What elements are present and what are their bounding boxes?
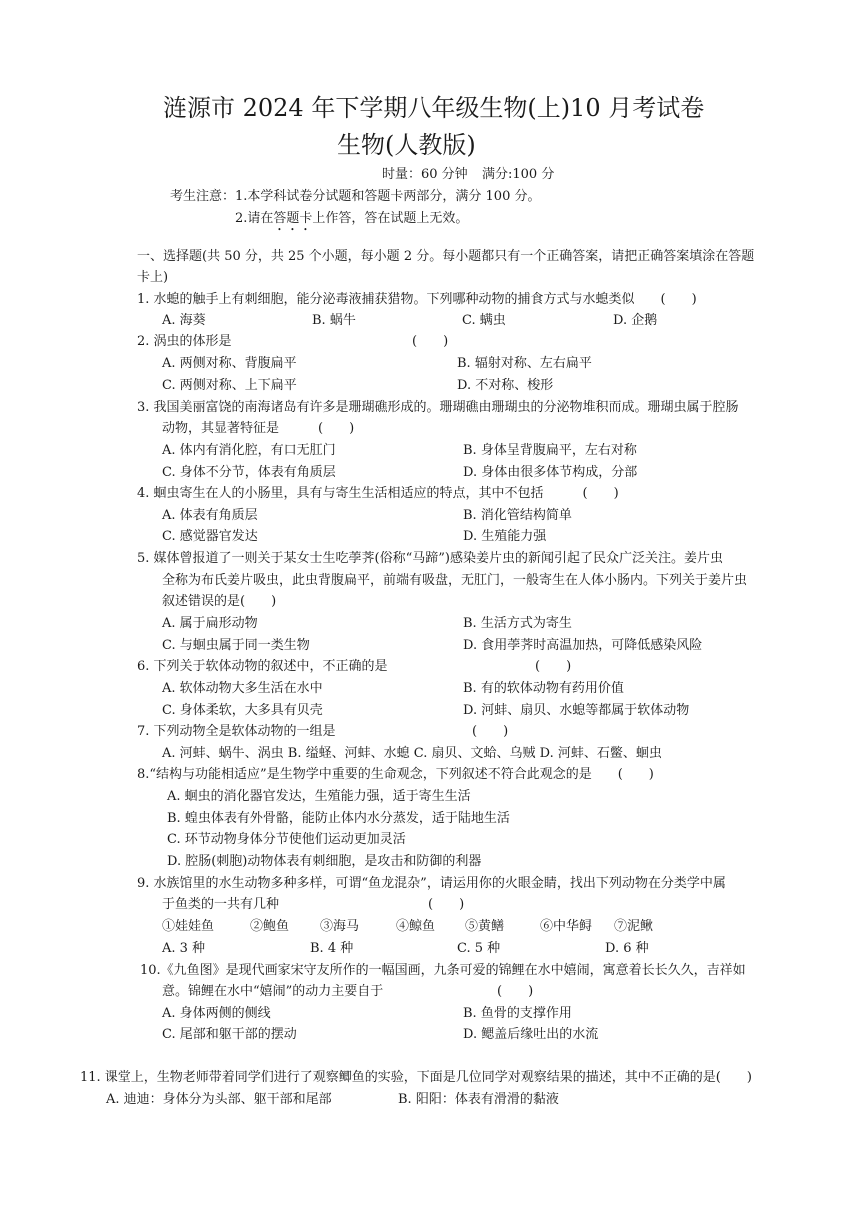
q5-stem-line-3: 叙述错误的是( ) [162,594,277,609]
notice-label: 考生注意： [170,189,236,204]
q6-option-b: B. 有的软体动物有药用价值 [463,681,624,696]
q3-option-d: D. 身体由很多体节构成，分部 [463,465,638,480]
q9-stem-line-2: 于鱼类的一共有几种 [162,897,280,912]
q3-stem-line-2: 动物，其显著特征是 ( ) [162,421,355,436]
exam-score: 满分:100 分 [482,167,555,182]
exam-subtitle: 生物(人教版) [337,131,476,159]
exam-time: 时量：60 分钟 [382,167,468,182]
q9-item-1: ①娃娃鱼 [162,919,215,934]
q9-item-2: ②鲍鱼 [250,919,290,934]
q8-stem: 8.“结构与功能相适应”是生物学中重要的生命观念，下列叙述不符合此观念的是 ( ) [137,767,654,782]
q4-option-b: B. 消化管结构简单 [463,508,572,523]
q5-option-b: B. 生活方式为寄生 [463,616,572,631]
q10-option-d: D. 鳃盖后缘吐出的水流 [463,1027,599,1042]
exam-title: 涟源市 2024 年下学期八年级生物(上)10 月考试卷 [163,94,705,122]
notice-2-suffix: 上作答，答在试题上无效。 [312,211,469,226]
q4-option-c: C. 感觉器官发达 [162,529,258,544]
q1-stem: 1. 水螅的触手上有刺细胞，能分泌毒液捕获猎物。下列哪种动物的捕食方式与水螅类似 ( ) [137,292,697,307]
q2-option-c: C. 两侧对称、上下扁平 [162,378,297,393]
q2-option-b: B. 辐射对称、左右扁平 [457,356,592,371]
q10-option-a: A. 身体两侧的侧线 [162,1006,271,1021]
q6-option-c: C. 身体柔软，大多具有贝壳 [162,703,323,718]
q1-option-a: A. 海葵 [162,313,206,328]
q1-option-d: D. 企鹅 [613,313,658,328]
q9-option-d: D. 6 种 [605,941,649,956]
q5-stem-line-1: 5. 媒体曾报道了一则关于某女士生吃荸荠(俗称“马蹄”)感染姜片虫的新闻引起了民众广泛关注。姜片虫 [137,551,723,566]
q9-option-a: A. 3 种 [162,941,206,956]
q7-paren: ( ) [472,724,509,739]
q9-option-b: B. 4 种 [310,941,354,956]
q6-stem: 6. 下列关于软体动物的叙述中，不正确的是 [137,659,388,674]
q6-option-d: D. 河蚌、扇贝、水螅等都属于软体动物 [463,703,690,718]
q9-paren: ( ) [428,897,465,912]
q9-item-5: ⑤黄鳝 [465,919,505,934]
q8-option-b: B. 蝗虫体表有外骨骼，能防止体内水分蒸发，适于陆地生活 [167,811,510,826]
q10-paren: ( ) [497,984,534,999]
notice-2-emphasis: 答题卡 [273,211,313,226]
q3-stem-line-1: 3. 我国美丽富饶的南海诸岛有许多是珊瑚礁形成的。珊瑚礁由珊瑚虫的分泌物堆积而成。珊瑚虫属于腔肠 [137,400,739,415]
notice-2-prefix: 2.请在 [235,211,274,226]
q10-option-c: C. 尾部和躯干部的摆动 [162,1027,297,1042]
notice-line-2 [235,210,468,234]
q5-option-d: D. 食用荸荠时高温加热，可降低感染风险 [463,638,703,653]
q4-option-d: D. 生殖能力强 [463,529,547,544]
q3-option-a: A. 体内有消化腔，有口无肛门 [162,443,336,458]
q1-option-b: B. 蜗牛 [312,313,356,328]
q9-item-7: ⑦泥鳅 [614,919,654,934]
q10-option-b: B. 鱼骨的支撑作用 [463,1006,572,1021]
q2-stem: 2. 涡虫的体形是 [137,334,232,349]
q10-stem-line-2: 意。锦鲤在水中“嬉闹”的动力主要自于 [162,984,384,999]
q6-option-a: A. 软体动物大多生活在水中 [162,681,323,696]
q5-option-c: C. 与蛔虫属于同一类生物 [162,638,310,653]
q4-stem: 4. 蛔虫寄生在人的小肠里，具有与寄生生活相适应的特点，其中不包括 ( ) [137,486,619,501]
q9-item-6: ⑥中华鲟 [540,919,593,934]
q7-stem: 7. 下列动物全是软体动物的一组是 [137,724,336,739]
q8-option-a: A. 蛔虫的消化器官发达，生殖能力强，适于寄生生活 [167,789,471,804]
section-heading-line-2: 卡上) [137,270,169,285]
notice-line-1: 1.本学科试卷分试题和答题卡两部分，满分 100 分。 [235,189,541,204]
q4-option-a: A. 体表有角质层 [162,508,258,523]
q8-option-d: D. 腔肠(刺胞)动物体表有刺细胞，是攻击和防御的利器 [167,854,482,869]
q5-stem-line-2: 全称为布氏姜片吸虫，此虫背腹扁平，前端有吸盘，无肛门，一般寄生在人体小肠内。下列关于姜片虫 [162,573,748,588]
section-heading-line-1: 一、选择题(共 50 分，共 25 个小题，每小题 2 分。每小题都只有一个正确答案，请把正确答案填涂在答题 [137,249,755,264]
q9-item-4: ④鲸鱼 [396,919,436,934]
q2-paren: ( ) [412,334,449,349]
q9-item-3: ③海马 [320,919,360,934]
q1-option-c: C. 螨虫 [462,313,506,328]
q11-option-b: B. 阳阳：体表有滑滑的黏液 [398,1092,559,1107]
q9-option-c: C. 5 种 [457,941,501,956]
q2-option-d: D. 不对称、梭形 [457,378,554,393]
q3-option-b: B. 身体呈背腹扁平，左右对称 [463,443,637,458]
q11-stem: 11. 课堂上，生物老师带着同学们进行了观察鲫鱼的实验，下面是几位同学对观察结果的描述，其中不正确的是( ) [80,1070,752,1085]
q7-options: A. 河蚌、蜗牛、涡虫 B. 缢蛏、河蚌、水螅 C. 扇贝、文蛤、乌贼 D. 河蚌、石鳖、蛔虫 [162,746,662,761]
q10-stem-line-1: 10.《九鱼图》是现代画家宋守友所作的一幅国画，九条可爱的锦鲤在水中嬉闹，寓意着长长久久，吉祥如 [140,963,746,978]
q6-paren: ( ) [535,659,572,674]
q8-option-c: C. 环节动物身体分节使他们运动更加灵活 [167,832,406,847]
q2-option-a: A. 两侧对称、背腹扁平 [162,356,297,371]
q5-option-a: A. 属于扁形动物 [162,616,258,631]
q9-stem-line-1: 9. 水族馆里的水生动物多种多样，可谓“鱼龙混杂”，请运用你的火眼金睛，找出下列动物在分类学中属 [137,876,726,891]
q3-option-c: C. 身体不分节，体表有角质层 [162,465,336,480]
q11-option-a: A. 迪迪：身体分为头部、躯干部和尾部 [106,1092,332,1107]
